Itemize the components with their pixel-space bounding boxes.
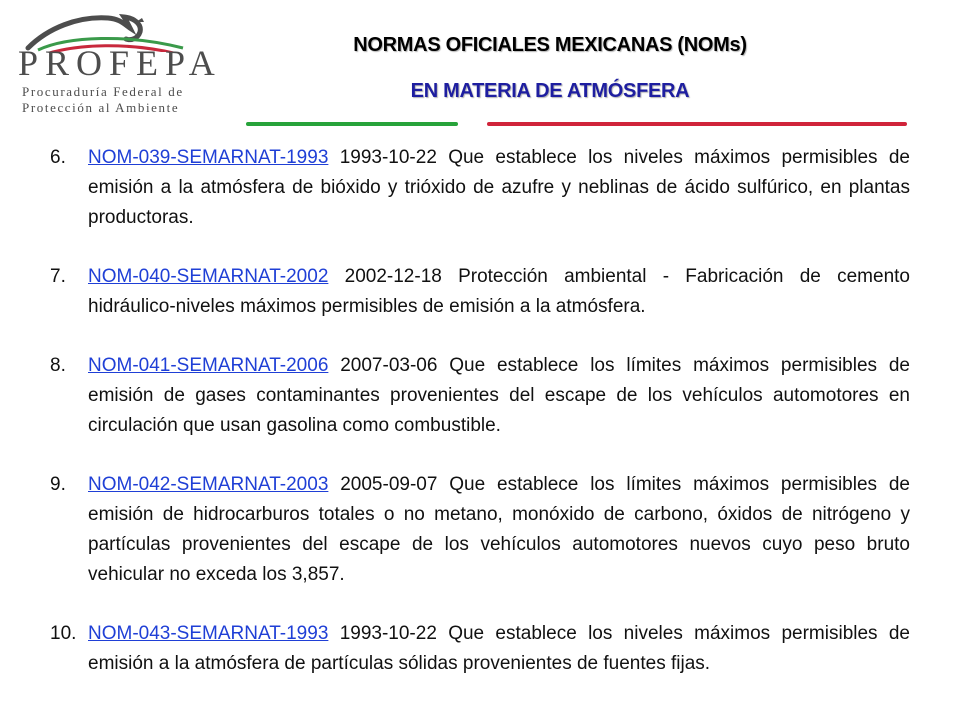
nom-list [50, 143, 910, 708]
list-item [50, 619, 910, 679]
item-description: 1993-10-22 Que establece los niveles máximos permisibles de emisión a la atmósfera de partículas sólidas provenientes de fuentes fijas. [88, 623, 910, 674]
item-number: 9. [50, 474, 66, 495]
nom-link[interactable]: NOM-041-SEMARNAT-2006 [88, 355, 329, 376]
list-item [50, 351, 910, 441]
nom-link[interactable]: NOM-040-SEMARNAT-2002 [88, 266, 329, 287]
red-divider [487, 122, 907, 126]
list-item [50, 470, 910, 590]
item-number: 6. [50, 147, 66, 168]
profepa-logo [8, 8, 222, 115]
list-item [50, 262, 910, 322]
list-item [50, 143, 910, 233]
logo-subtitle-line-1: Procuraduría Federal de [22, 84, 184, 99]
item-description: 2005-09-07 Que establece los límites máximos permisibles de emisión de hidrocarburos totales o no metano, monóxido de carbono, óxidos de nitrógeno y partículas provenientes del escape de los vehículos automotores nuevos cuyo peso bruto vehicular no exceda los 3,857. [88, 474, 910, 585]
item-description: 2007-03-06 Que establece los límites máximos permisibles de emisión de gases contaminantes provenientes del escape de los vehículos automotores en circulación que usan gasolina como combustible. [88, 355, 910, 436]
nom-link[interactable]: NOM-039-SEMARNAT-1993 [88, 147, 329, 168]
item-number: 7. [50, 266, 66, 287]
logo-wordmark: PROFEPA [18, 43, 222, 83]
item-number: 8. [50, 355, 66, 376]
item-number: 10. [50, 623, 77, 644]
nom-link[interactable]: NOM-043-SEMARNAT-1993 [88, 623, 329, 644]
nom-link[interactable]: NOM-042-SEMARNAT-2003 [88, 474, 329, 495]
item-description: 1993-10-22 Que establece los niveles máximos permisibles de emisión a la atmósfera de bióxido y trióxido de azufre y neblinas de ácido sulfúrico, en plantas productoras. [88, 147, 910, 228]
item-description: 2002-12-18 Protección ambiental - Fabricación de cemento hidráulico-niveles máximos permisibles de emisión a la atmósfera. [88, 266, 910, 317]
logo-subtitle-line-2: Protección al Ambiente [22, 100, 180, 115]
page-subtitle: EN MATERIA DE ATMÓSFERA [410, 80, 690, 102]
green-divider [246, 122, 458, 126]
page-title: NORMAS OFICIALES MEXICANAS (NOMs) [353, 34, 747, 56]
